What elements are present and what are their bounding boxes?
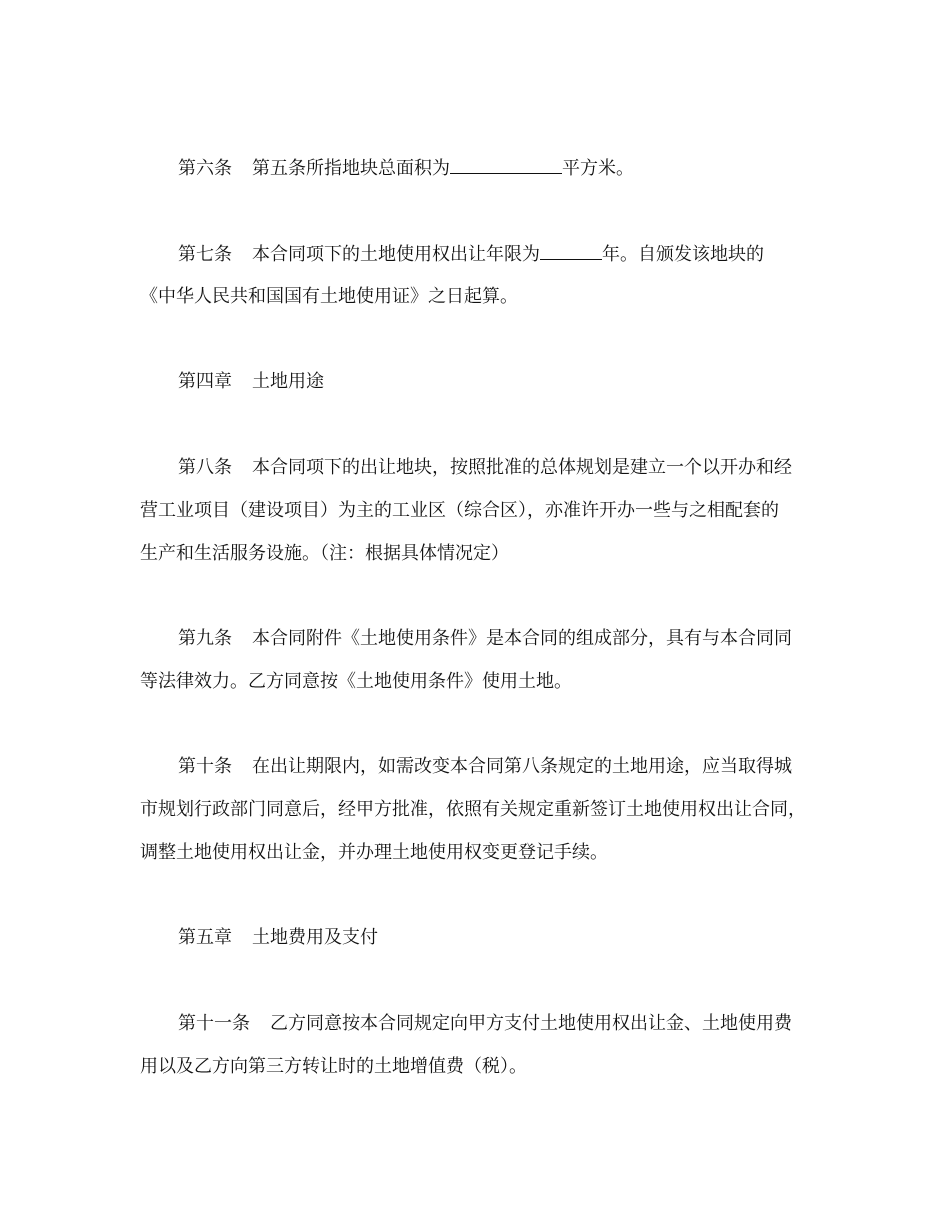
chapter-5-title: 土地费用及支付 — [252, 927, 378, 948]
article-10-line-1 — [178, 754, 868, 780]
article-7-label: 第七条 — [178, 244, 232, 265]
article-9-text-1: 本合同附件《土地使用条件》是本合同的组成部分，具有与本合同同 — [252, 628, 792, 649]
article-10-line-3: 调整土地使用权出让金，并办理土地使用权变更登记手续。 — [140, 842, 608, 863]
term-years-blank — [540, 240, 602, 260]
article-7-text-after: 年。自颁发该地块的 — [602, 244, 764, 265]
article-8-label: 第八条 — [178, 457, 232, 478]
chapter-5-heading — [178, 925, 868, 951]
chapter-4-label: 第四章 — [178, 371, 232, 392]
article-10-line-2: 市规划行政部门同意后，经甲方批准，依照有关规定重新签订土地使用权出让合同， — [140, 799, 806, 820]
article-10-label: 第十条 — [178, 756, 232, 777]
article-9-line-2: 等法律效力。乙方同意按《土地使用条件》使用土地。 — [140, 671, 572, 692]
article-8-line-2: 营工业项目（建设项目）为主的工业区（综合区），亦准许开办一些与之相配套的 — [140, 500, 779, 521]
article-11-line-1 — [178, 1011, 868, 1037]
article-6 — [178, 154, 868, 182]
article-8-line-3: 生产和生活服务设施。（注：根据具体情况定） — [140, 543, 509, 564]
chapter-4-heading — [178, 369, 868, 395]
chapter-5-label: 第五章 — [178, 927, 232, 948]
article-6-text-after: 平方米。 — [562, 158, 634, 179]
article-6-label: 第六条 — [178, 158, 232, 179]
article-7-text-before: 本合同项下的土地使用权出让年限为 — [252, 244, 540, 265]
article-11-label: 第十一条 — [178, 1013, 250, 1034]
article-9-line-1 — [178, 626, 868, 652]
article-7-line-1 — [178, 240, 868, 268]
article-8-text-1: 本合同项下的出让地块，按照批准的总体规划是建立一个以开办和经 — [252, 457, 792, 478]
chapter-4-title: 土地用途 — [252, 371, 324, 392]
article-9-label: 第九条 — [178, 628, 232, 649]
article-7-line-2: 《中华人民共和国国有土地使用证》之日起算。 — [140, 286, 518, 307]
article-8-line-1 — [178, 455, 868, 481]
article-10-text-1: 在出让期限内，如需改变本合同第八条规定的土地用途，应当取得城 — [252, 756, 792, 777]
total-area-blank — [450, 154, 562, 174]
article-11-text-1: 乙方同意按本合同规定向甲方支付土地使用权出让金、土地使用费 — [270, 1013, 792, 1034]
article-11-line-2: 用以及乙方向第三方转让时的土地增值费（税）。 — [140, 1056, 527, 1077]
article-6-text-before: 第五条所指地块总面积为 — [252, 158, 450, 179]
